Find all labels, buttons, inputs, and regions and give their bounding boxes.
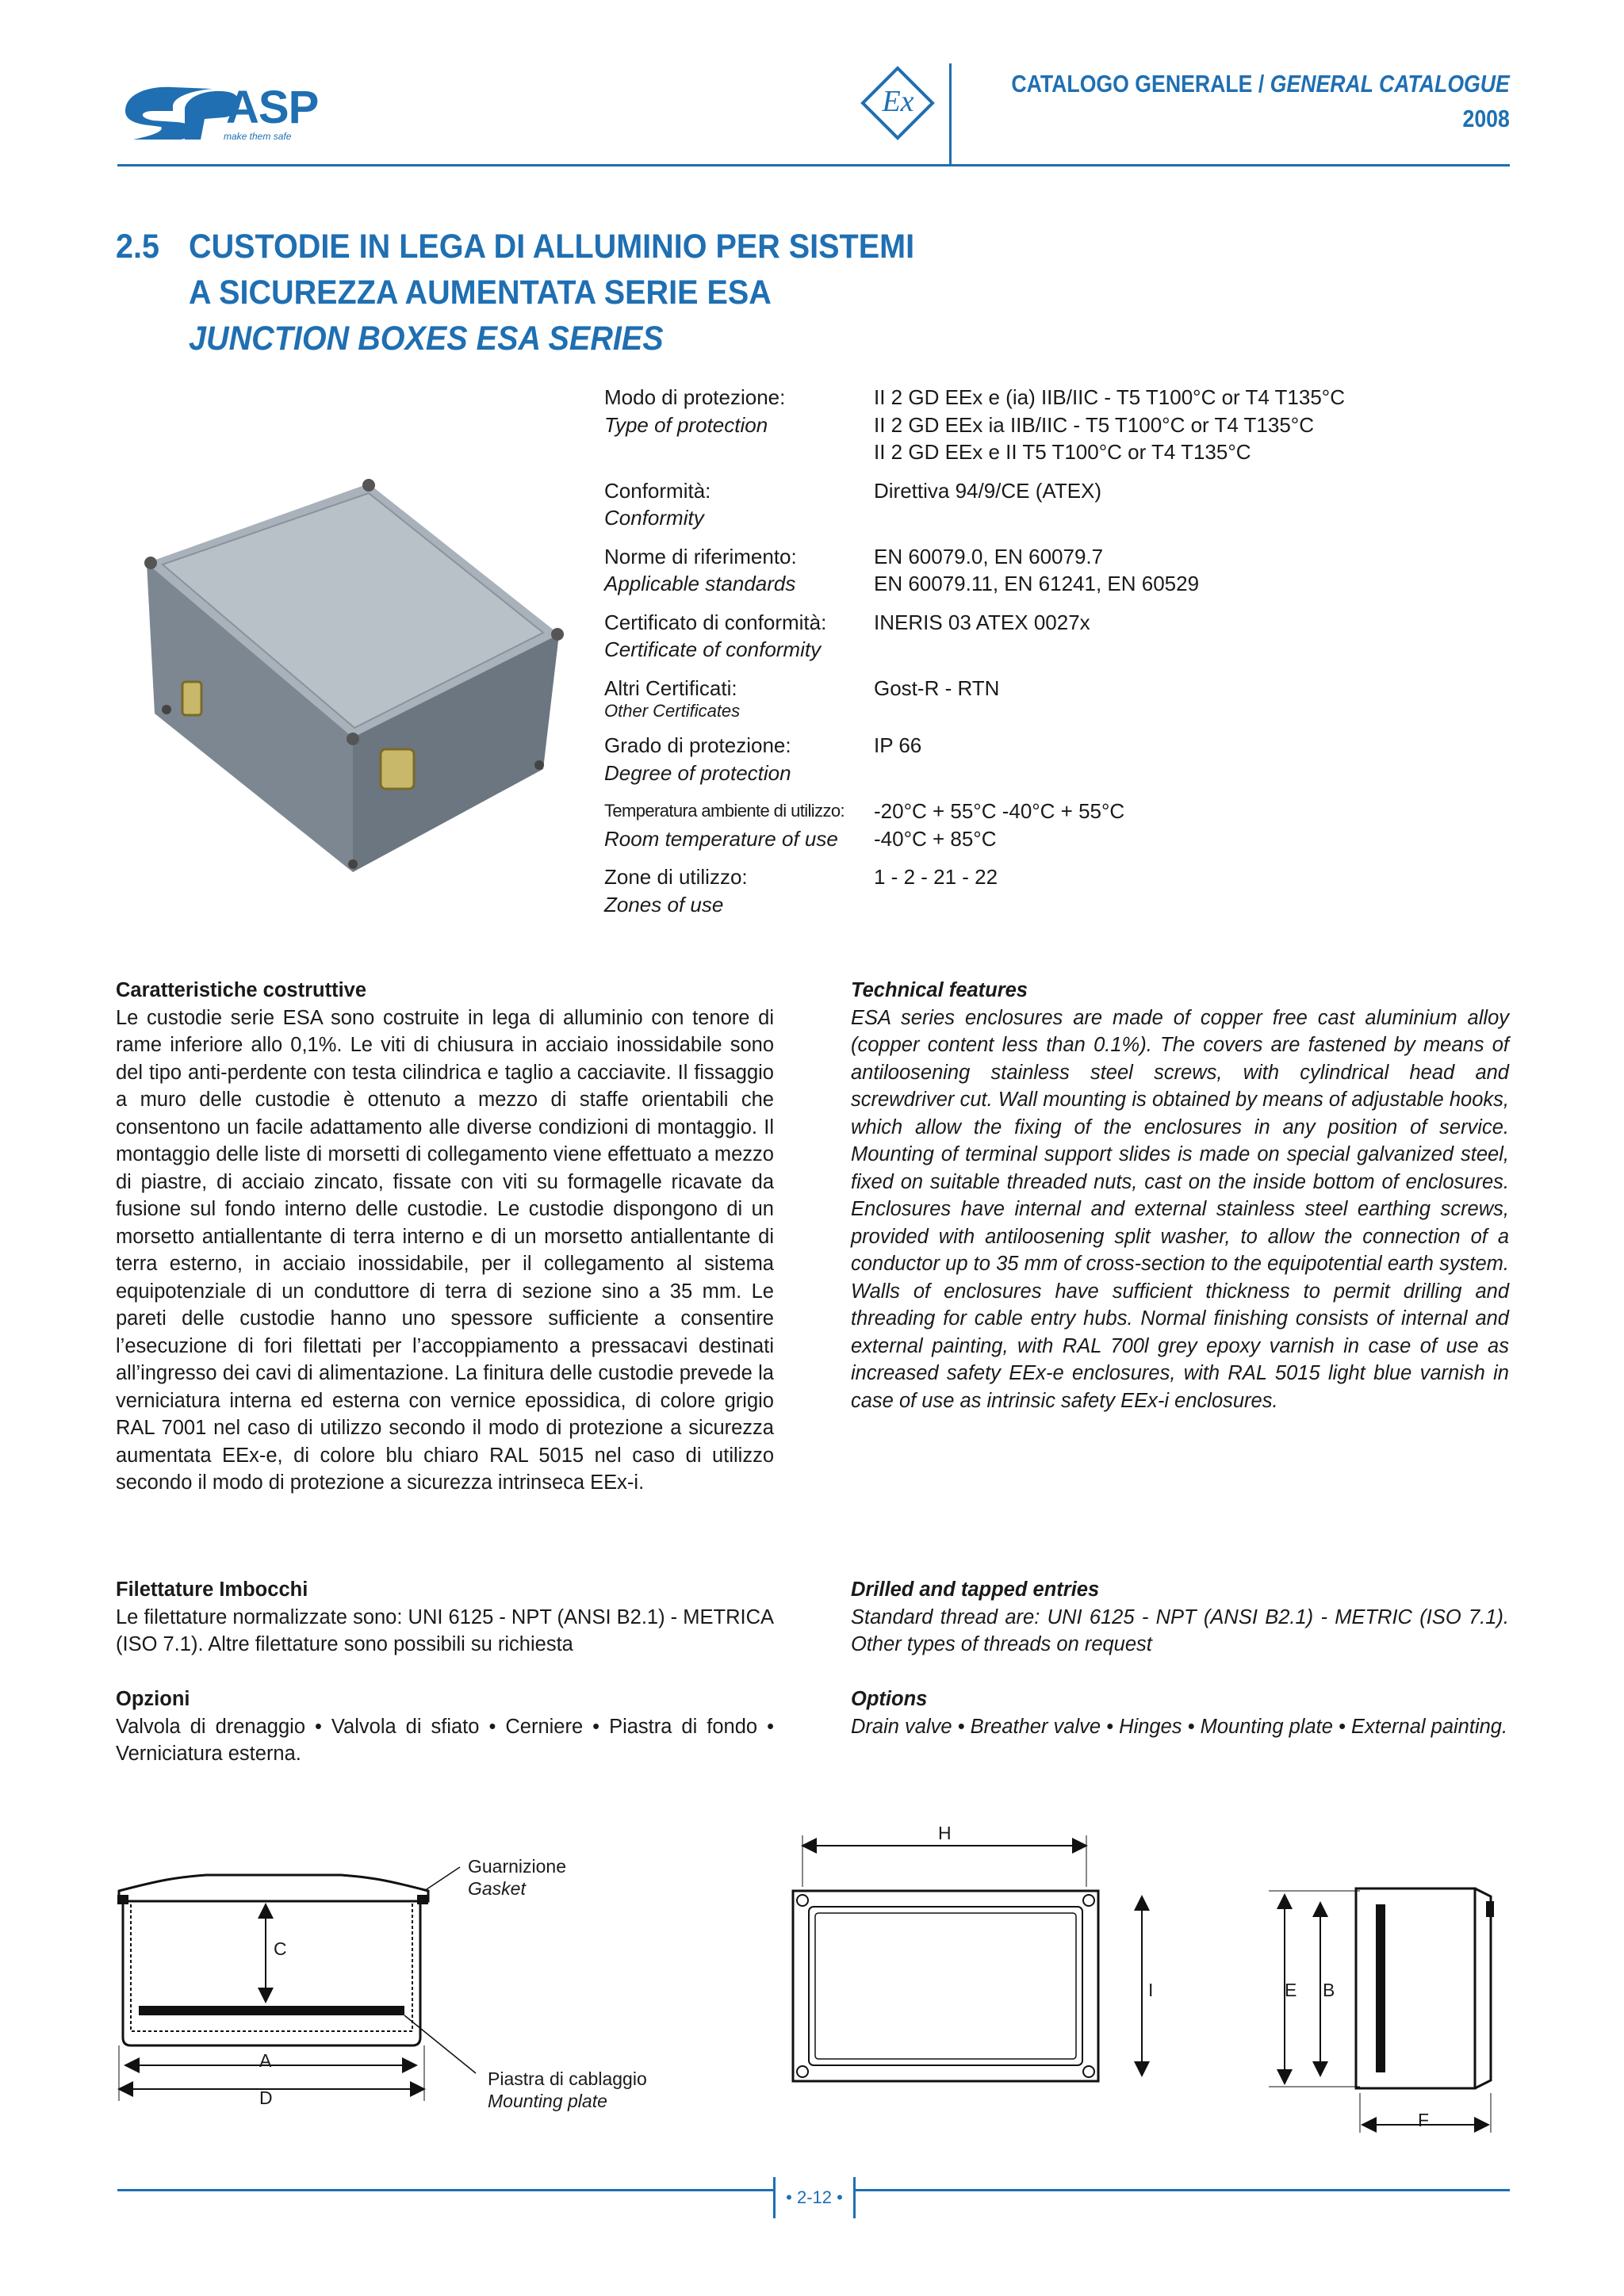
features-en: [851, 977, 1509, 1414]
standards-label-en: Applicable standards: [604, 572, 796, 595]
conformity-value: Direttiva 94/9/CE (ATEX): [874, 478, 1102, 503]
temp-label-en: Room temperature of use: [604, 826, 838, 851]
options-it: [116, 1686, 774, 1768]
specifications: [604, 384, 1397, 918]
catalog-title: [1011, 67, 1510, 136]
threads-en-heading: Drilled and tapped entries: [851, 1578, 1100, 1601]
standards-value-1: EN 60079.0, EN 60079.7: [874, 544, 1104, 568]
title-line-2: A SICUREZZA AUMENTATA SERIE ESA: [189, 274, 772, 312]
dim-d-label: D: [259, 2087, 273, 2108]
gasket-label: [468, 1855, 566, 1900]
protection-label-en: Type of protection: [604, 412, 768, 437]
features-it-body: Le custodie serie ESA sono costruite in lega di alluminio con tenore di rame inferiore allo 0,1%. Le viti di chiusura in acciaio inossidabile sono del tipo anti-perdente con testa cilindrica e taglio a cacciavite. Il fissaggio a muro delle custodie è ottenuto a mezzo di staffe orientabili che consentono un facile adattamento alle diverse condizioni di montaggio. Il montaggio delle liste di morsetti di collegamento viene effettuato a mezzo di piastre, di acciaio zincato, fissate con viti su formagelle ricavate da fusione sul fondo interno delle custodie. Le custodie dispongono di un morsetto antiallentante di terra interno e di un morsetto antiallentante di terra esterno, in acciaio inossidabile, per il collegamento al sistema equipotenziale di un conduttore di terra di sezione sino a 35 mm. Le pareti delle custodie hanno uno spessore sufficiente a consentire l’esecuzione di fori filettati per l’accoppiamento a pressacavi destinati all’ingresso dei cavi di alimentazione. La finitura delle custodie prevede la verniciatura interna ed esterna con vernice epossidica, di colore grigio RAL 7001 nel caso di utilizzo secondo il modo di protezione a sicurezza aumentata EEx-e, di colore blu chiaro RAL 5015 nel caso di utilizzo secondo il modo di protezione a sicurezza intrinseca EEx-i.: [116, 1006, 774, 1494]
logo-tagline: make them safe: [224, 131, 292, 142]
threads-it-body: Le filettature normalizzate sono: UNI 6125 - NPT (ANSI B2.1) - METRICA (ISO 7.1). Altre filettature sono possibili su richiesta: [116, 1605, 774, 1655]
options-it-heading: Opzioni: [116, 1688, 190, 1710]
conformity-label-en: Conformity: [604, 506, 704, 530]
protection-value-3: II 2 GD EEx e II T5 T100°C or T4 T135°C: [874, 440, 1251, 464]
plate-label: [488, 2068, 647, 2112]
dim-b-label: B: [1323, 1980, 1335, 2000]
page-number: • 2-12 •: [773, 2177, 856, 2218]
options-it-body: Valvola di drenaggio • Valvola di sfiato • Cerniere • Piastra di fondo • Verniciatura esterna.: [116, 1715, 774, 1765]
protection-value-2: II 2 GD EEx ia IIB/IIC - T5 T100°C or T4 T135°C: [874, 412, 1314, 437]
options-en-heading: Options: [851, 1688, 928, 1710]
standards-value-2: EN 60079.11, EN 61241, EN 60529: [874, 572, 1200, 595]
threads-en: [851, 1576, 1509, 1659]
features-en-heading: Technical features: [851, 979, 1028, 1001]
catalog-title-it: CATALOGO GENERALE /: [1011, 70, 1265, 98]
temp-label: Temperatura ambiente di utilizzo:: [604, 801, 845, 821]
degree-value: IP 66: [874, 733, 922, 757]
product-photo: [131, 476, 575, 888]
certificate-label-en: Certificate of conformity: [604, 637, 822, 661]
header-divider: [117, 164, 1510, 166]
title-line-1: CUSTODIE IN LEGA DI ALLUMINIO PER SISTEMI: [189, 228, 915, 266]
title-line-3: JUNCTION BOXES ESA SERIES: [189, 320, 664, 358]
features-en-body: ESA series enclosures are made of copper free cast aluminium alloy (copper content less than 0.1%). The covers are fastened by means of antiloosening stainless steel screws, with cylindrical head and screwdriver cut. Wall mounting is obtained by means of adjustable hooks, which allow the fixing of the enclosures in any position of service. Mounting of terminal support slides is made on special galvanized steel, fixed on suitable threaded nuts, cast on the inside bottom of enclosures. Enclosures have internal and external stainless steel earthing screws, provided with antiloosening split washer, to allow the connection of a conductor up to 35 mm of cross-section to the equipotential earth system. Walls of enclosures have sufficient thickness to permit drilling and threading for cable entry hubs. Normal finishing consists of internal and external painting, with RAL 700l grey epoxy varnish in case of use as increased safety EEx-e enclosures, with RAL 5015 light blue varnish in case of use as intrinsic safety EEx-i enclosures.: [851, 1006, 1509, 1412]
other-cert-label: Altri Certificati:: [604, 675, 737, 700]
other-cert-value: Gost-R - RTN: [874, 675, 1000, 700]
threads-it-heading: Filettature Imbocchi: [116, 1578, 308, 1601]
other-cert-label-en: Other Certificates: [604, 701, 741, 721]
header-divider-vertical: [949, 63, 952, 165]
options-en-body: Drain valve • Breather valve • Hinges • Mounting plate • External painting.: [851, 1715, 1508, 1738]
ex-mark: [856, 63, 940, 143]
gasket-label-en: Gasket: [468, 1878, 526, 1899]
standards-label: Norme di riferimento:: [604, 544, 797, 568]
drawing-cross-section: [111, 1847, 492, 2125]
features-it: [116, 977, 774, 1497]
protection-label: Modo di protezione:: [604, 385, 786, 409]
drawing-front-view: [785, 1823, 1166, 2093]
logo-text: ASP: [226, 82, 319, 133]
dim-a-label: A: [259, 2050, 272, 2071]
section-number: 2.5: [116, 228, 159, 266]
zones-label: Zone di utilizzo:: [604, 865, 748, 889]
options-en: [851, 1686, 1509, 1740]
threads-en-body: Standard thread are: UNI 6125 - NPT (ANSI B2.1) - METRIC (ISO 7.1). Other types of threads on request: [851, 1605, 1509, 1655]
plate-label-en: Mounting plate: [488, 2091, 607, 2111]
conformity-label: Conformità:: [604, 478, 711, 503]
dim-h-label: H: [938, 1823, 952, 1843]
catalog-year: 2008: [1462, 105, 1510, 132]
dim-e-label: E: [1285, 1980, 1297, 2000]
zones-value: 1 - 2 - 21 - 22: [874, 865, 998, 889]
plate-label-it: Piastra di cablaggio: [488, 2068, 647, 2089]
threads-it: [116, 1576, 774, 1659]
page-title: [116, 224, 914, 362]
degree-label: Grado di protezione:: [604, 733, 791, 757]
zones-label-en: Zones of use: [604, 892, 724, 916]
temp-value-1: -20°C + 55°C -40°C + 55°C: [874, 799, 1125, 823]
certificate-value: INERIS 03 ATEX 0027x: [874, 610, 1090, 634]
features-it-heading: Caratteristiche costruttive: [116, 979, 367, 1001]
protection-value-1: II 2 GD EEx e (ia) IIB/IIC - T5 T100°C or T4 T135°C: [874, 385, 1345, 409]
catalog-title-en: GENERAL CATALOGUE: [1270, 70, 1510, 98]
ex-mark-text: Ex: [882, 85, 914, 118]
gasket-label-it: Guarnizione: [468, 1856, 567, 1877]
drawing-side-view: [1261, 1879, 1515, 2149]
dim-f-label: F: [1418, 2110, 1430, 2130]
temp-value-2: -40°C + 85°C: [874, 826, 997, 851]
dim-i-label: I: [1148, 1980, 1154, 2000]
dim-c-label: C: [274, 1938, 287, 1959]
certificate-label: Certificato di conformità:: [604, 610, 827, 634]
degree-label-en: Degree of protection: [604, 760, 791, 785]
